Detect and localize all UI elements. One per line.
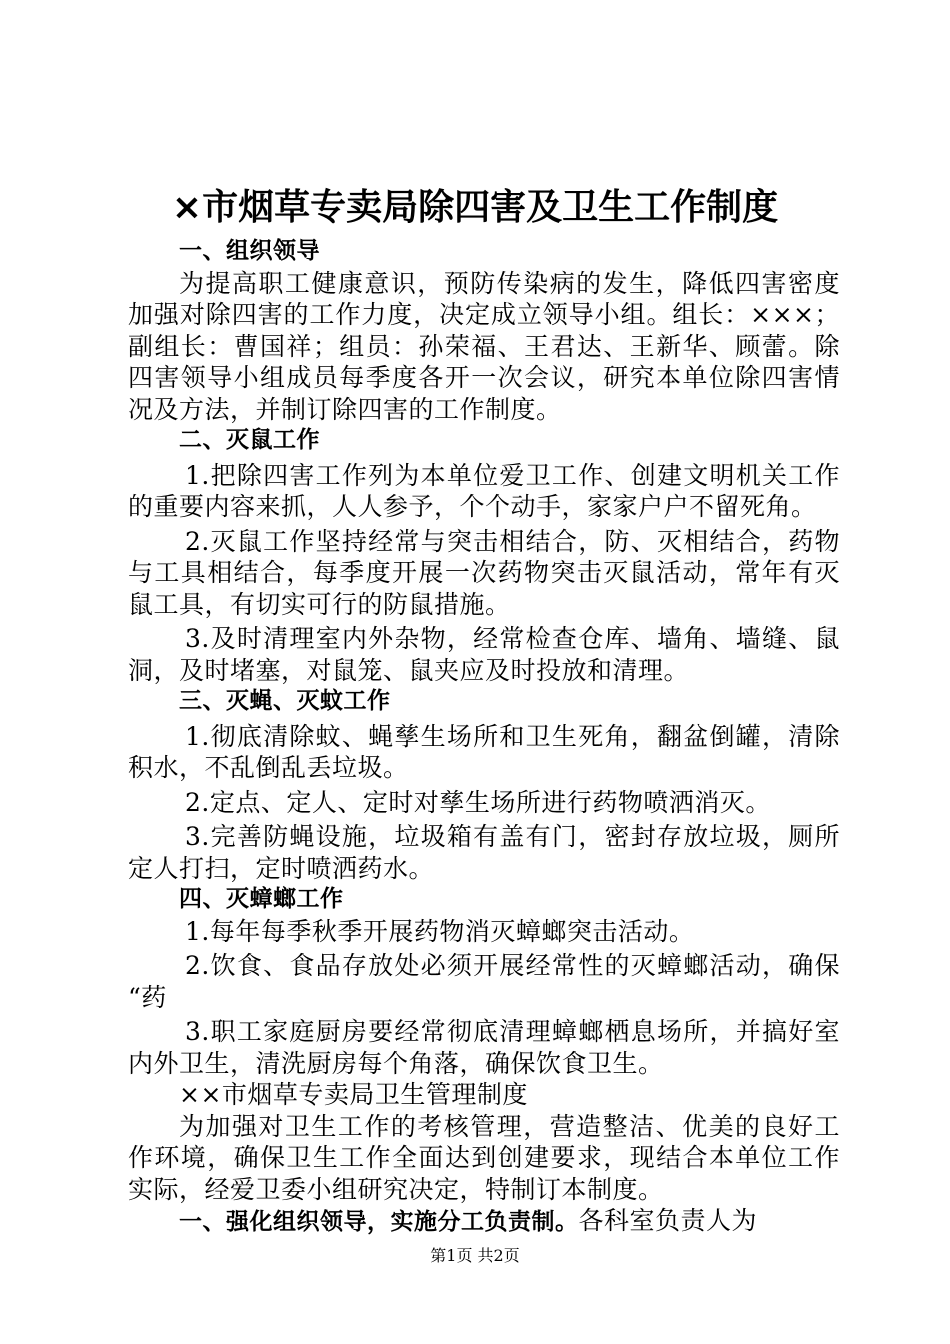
section-heading: 一、组织领导: [179, 238, 320, 264]
paragraph-text: 各科室负责人为: [578, 1206, 758, 1235]
sub-document-title: ××市烟草专卖局卫生管理制度: [179, 1080, 528, 1109]
list-item-line: 洞，及时堵塞，对鼠笼、鼠夹应及时投放和清理。: [128, 655, 690, 685]
paragraph-line: 况及方法，并制订除四害的工作制度。: [128, 394, 562, 424]
paragraph-line: 为提高职工健康意识，预防传染病的发生，降低四害密度: [179, 268, 840, 298]
list-item-line: 定人打扫，定时喷洒药水。: [128, 853, 435, 883]
paragraph-line: 为加强对卫生工作的考核管理，营造整洁、优美的良好工: [179, 1111, 840, 1141]
list-item-line: 2.饮食、食品存放处必须开展经常性的灭蟑螂活动，确保: [185, 951, 840, 980]
paragraph-line: 作环境，确保卫生工作全面达到创建要求，现结合本单位工作: [128, 1143, 840, 1172]
list-item-line: 1.把除四害工作列为本单位爱卫工作、创建文明机关工作: [185, 460, 840, 490]
list-item-line: 1.彻底清除蚊、蝇孳生场所和卫生死角，翻盆倒罐，清除: [185, 721, 840, 751]
section-heading: 四、灭蟑螂工作: [179, 886, 344, 912]
document-body: [128, 236, 840, 1239]
document-title: ×市烟草专卖局除四害及卫生工作制度: [171, 187, 779, 228]
page-footer: 第1页 共2页: [430, 1246, 520, 1265]
paragraph-line: 加强对除四害的工作力度，决定成立领导小组。组长：×××；: [128, 300, 840, 329]
list-item-line: 2.灭鼠工作坚持经常与突击相结合，防、灭相结合，药物: [185, 526, 840, 556]
list-item-line: 2.定点、定人、定时对孳生场所进行药物喷洒消灭。: [185, 787, 771, 817]
section-heading: 三、灭蝇、灭蚊工作: [179, 688, 391, 714]
list-item-line: 内外卫生，清洗厨房每个角落，确保饮食卫生。: [128, 1048, 664, 1078]
list-item-line: 3.及时清理室内外杂物，经常检查仓库、墙角、墙缝、鼠: [185, 624, 840, 653]
list-item-line: 3.职工家庭厨房要经常彻底清理蟑螂栖息场所，并搞好室: [185, 1017, 840, 1046]
list-item-line: 3.完善防蝇设施，垃圾箱有盖有门，密封存放垃圾，厕所: [185, 822, 840, 851]
list-item-line: 1.每年每季秋季开展药物消灭蟑螂突击活动。: [185, 916, 695, 946]
list-item-line: 与工具相结合，每季度开展一次药物突击灭鼠活动，常年有灭: [128, 558, 840, 587]
list-item-line: “药: [128, 982, 167, 1012]
section-heading: 二、灭鼠工作: [179, 427, 320, 453]
bold-lead: 一、强化组织领导，实施分工负责制。: [179, 1209, 579, 1235]
paragraph-line: 实际，经爱卫委小组研究决定，特制订本制度。: [128, 1174, 664, 1204]
paragraph-line: 四害领导小组成员每季度各开一次会议，研究本单位除四害情: [128, 363, 840, 392]
list-item-line: 积水，不乱倒乱丢垃圾。: [128, 753, 409, 782]
list-item-line: 的重要内容来抓，人人参予，个个动手，家家户户不留死角。: [128, 492, 817, 521]
paragraph-line: [128, 1205, 840, 1239]
paragraph-line: 副组长：曹国祥；组员：孙荣福、王君达、王新华、顾蕾。除: [128, 331, 840, 361]
list-item-line: 鼠工具，有切实可行的防鼠措施。: [128, 589, 511, 619]
